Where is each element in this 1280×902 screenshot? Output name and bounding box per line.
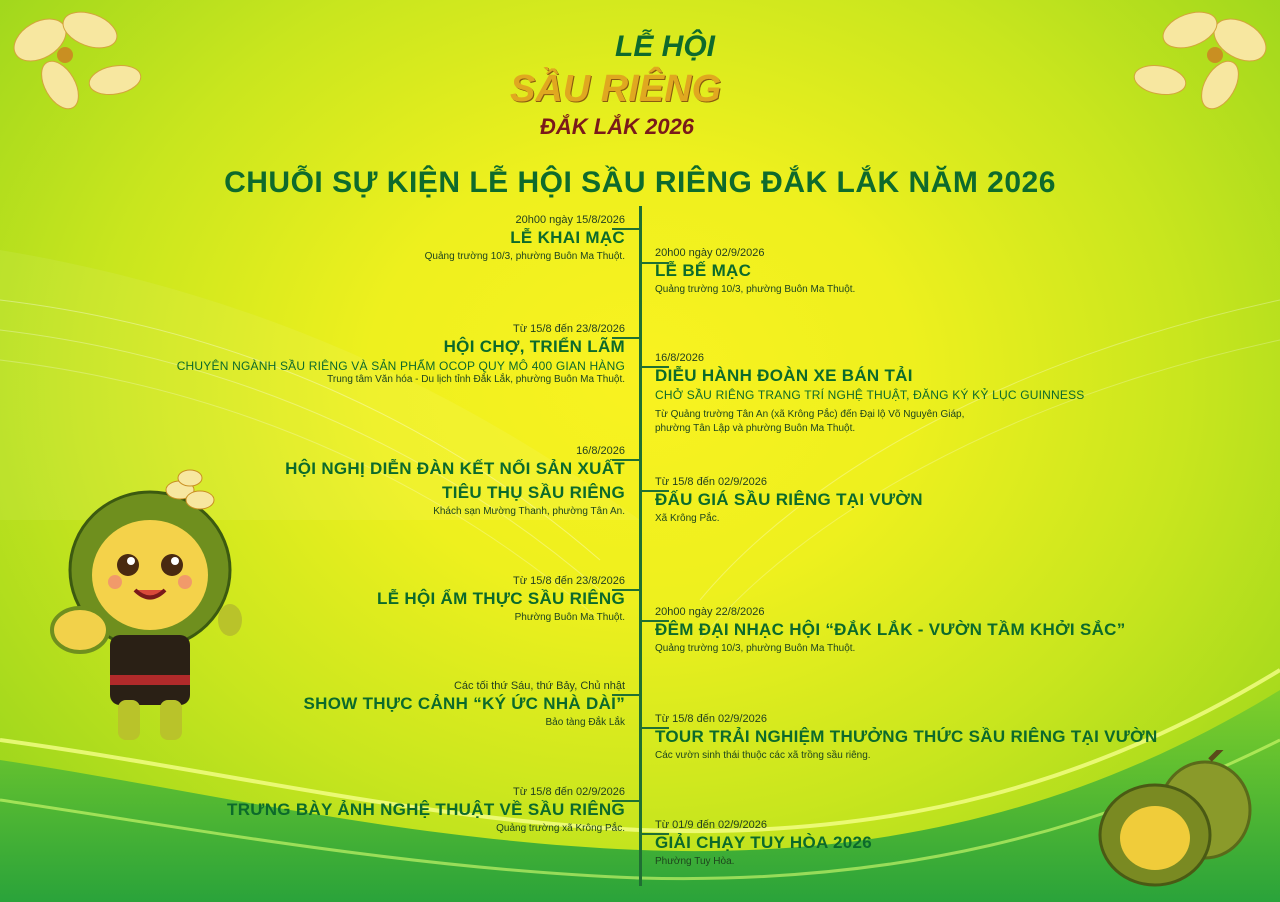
event-title: TOUR TRẢI NGHIỆM THƯỞNG THỨC SẦU RIÊNG TẠI VƯỜN bbox=[655, 727, 1158, 746]
durian-mascot bbox=[40, 460, 260, 750]
event-place: Phường Buôn Ma Thuột. bbox=[514, 612, 625, 623]
event-date: 16/8/2026 bbox=[655, 352, 704, 364]
event-tour bbox=[655, 713, 1158, 763]
event-place: Bảo tàng Đắk Lắk bbox=[545, 717, 625, 728]
durian-fruit-image bbox=[1085, 750, 1265, 900]
timeline-axis bbox=[639, 206, 642, 886]
event-title-line2: TIÊU THỤ SẦU RIÊNG bbox=[442, 483, 625, 502]
event-fair bbox=[177, 323, 625, 387]
event-run bbox=[655, 819, 872, 869]
logo-line3: ĐẮK LẮK 2026 bbox=[540, 114, 695, 139]
event-cuisine bbox=[377, 575, 625, 625]
event-date: Từ 15/8 đến 23/8/2026 bbox=[513, 323, 625, 335]
event-title: SHOW THỰC CẢNH “KÝ ỨC NHÀ DÀI” bbox=[303, 694, 625, 713]
event-concert bbox=[655, 606, 1126, 656]
event-place: Quảng trường xã Krông Pắc. bbox=[496, 823, 625, 834]
event-place: Các vườn sinh thái thuộc các xã trồng sầu riêng. bbox=[655, 750, 871, 761]
event-place: Xã Krông Pắc. bbox=[655, 513, 720, 524]
event-show bbox=[304, 680, 625, 730]
event-subtitle: CHỞ SẦU RIÊNG TRANG TRÍ NGHỆ THUẬT, ĐĂNG KÝ KỶ LỤC GUINNESS bbox=[655, 388, 1085, 402]
event-parade bbox=[655, 352, 1085, 436]
event-place: Khách sạn Mường Thanh, phường Tân An. bbox=[433, 506, 625, 517]
event-date: 20h00 ngày 15/8/2026 bbox=[515, 214, 625, 226]
event-place-line2: phường Tân Lập và phường Buôn Ma Thuột. bbox=[655, 423, 856, 434]
event-date: Từ 15/8 đến 02/9/2026 bbox=[513, 786, 625, 798]
event-closing bbox=[655, 247, 855, 297]
durian-flower-top-right bbox=[1110, 0, 1280, 150]
festival-logo bbox=[500, 28, 790, 148]
event-conference bbox=[285, 445, 625, 519]
event-title: HỘI NGHỊ DIỄN ĐÀN KẾT NỐI SẢN XUẤT bbox=[285, 459, 625, 478]
durian-flower-top-left bbox=[0, 0, 170, 150]
event-date: 16/8/2026 bbox=[576, 445, 625, 457]
event-place: Trung tâm Văn hóa - Du lịch tỉnh Đắk Lắk, phường Buôn Ma Thuột. bbox=[327, 374, 625, 385]
event-title: TRƯNG BÀY ẢNH NGHỆ THUẬT VỀ SẦU RIÊNG bbox=[227, 800, 625, 819]
event-opening bbox=[425, 214, 625, 264]
event-date: Các tối thứ Sáu, thứ Bảy, Chủ nhật bbox=[453, 680, 625, 692]
event-title: HỘI CHỢ, TRIỂN LÃM bbox=[443, 337, 625, 356]
event-title: DIỄU HÀNH ĐOÀN XE BÁN TẢI bbox=[655, 366, 913, 385]
event-date: Từ 01/9 đến 02/9/2026 bbox=[655, 819, 767, 831]
event-place: Quảng trường 10/3, phường Buôn Ma Thuột. bbox=[655, 284, 856, 295]
event-place: Phường Tuy Hòa. bbox=[655, 856, 735, 867]
event-place: Từ Quảng trường Tân An (xã Krông Pắc) đến Đại lộ Võ Nguyên Giáp, bbox=[655, 409, 965, 420]
logo-line1: LỄ HỘI bbox=[615, 30, 716, 63]
main-title: CHUỖI SỰ KIỆN LỄ HỘI SẦU RIÊNG ĐẮK LẮK NĂM 2026 bbox=[224, 166, 1056, 199]
event-title: LỄ BẾ MẠC bbox=[655, 261, 752, 280]
event-title: GIẢI CHẠY TUY HÒA 2026 bbox=[655, 833, 872, 852]
event-date: Từ 15/8 đến 02/9/2026 bbox=[655, 713, 767, 725]
event-photo-exhibition bbox=[227, 786, 625, 836]
event-auction bbox=[655, 476, 923, 526]
event-date: 20h00 ngày 02/9/2026 bbox=[655, 247, 765, 259]
event-title: LỄ KHAI MẠC bbox=[510, 228, 625, 247]
event-place: Quảng trường 10/3, phường Buôn Ma Thuột. bbox=[424, 251, 625, 262]
event-place: Quảng trường 10/3, phường Buôn Ma Thuột. bbox=[655, 643, 856, 654]
event-title: ĐẤU GIÁ SẦU RIÊNG TẠI VƯỜN bbox=[655, 490, 923, 509]
event-date: Từ 15/8 đến 02/9/2026 bbox=[655, 476, 767, 488]
logo-line2: SẦU RIÊNG bbox=[510, 68, 722, 110]
event-title: LỄ HỘI ẨM THỰC SẦU RIÊNG bbox=[377, 589, 625, 608]
event-subtitle: CHUYÊN NGÀNH SẦU RIÊNG VÀ SẢN PHẨM OCOP QUY MÔ 400 GIAN HÀNG bbox=[176, 359, 625, 373]
event-date: Từ 15/8 đến 23/8/2026 bbox=[513, 575, 625, 587]
event-title: ĐÊM ĐẠI NHẠC HỘI “ĐẮK LẮK - VƯỜN TẦM KHỞI SẮC” bbox=[655, 620, 1126, 639]
event-date: 20h00 ngày 22/8/2026 bbox=[655, 606, 765, 618]
